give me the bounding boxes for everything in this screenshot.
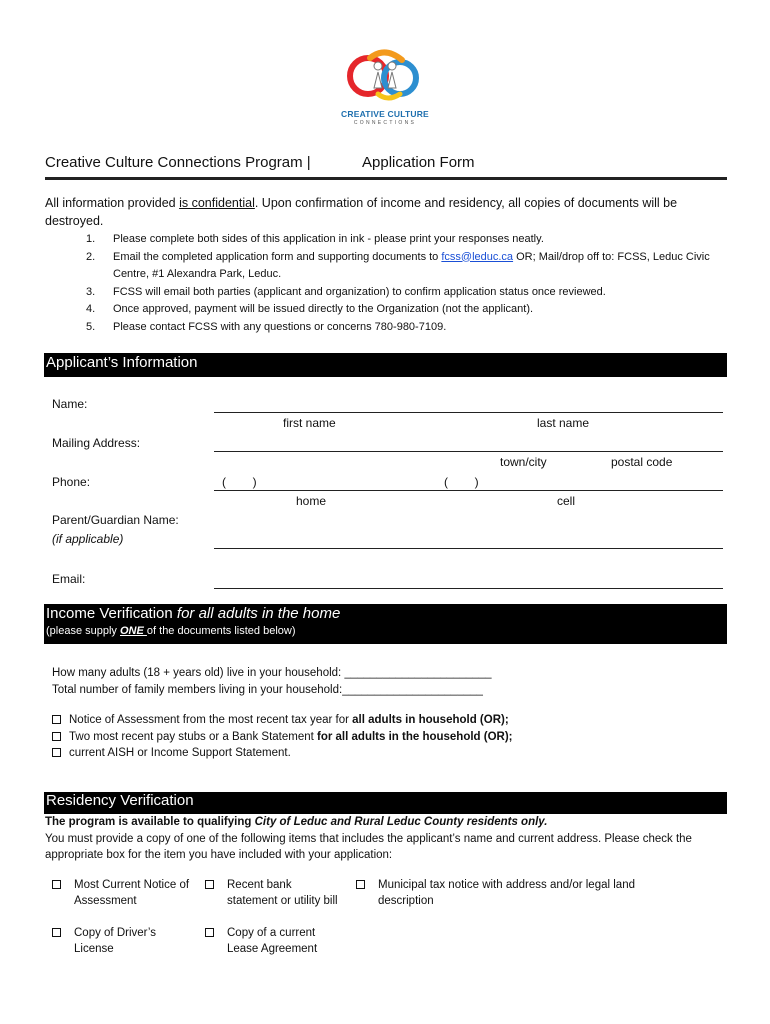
checkbox-icon[interactable] bbox=[52, 880, 61, 889]
postal-code-caption: postal code bbox=[611, 455, 673, 469]
instruction-number: 3. bbox=[86, 285, 96, 298]
instruction-item bbox=[86, 284, 726, 302]
section-title: Applicant’s Information bbox=[46, 354, 198, 371]
option-emphasis: all adults in household (OR); bbox=[352, 714, 509, 726]
instruction-number: 4. bbox=[86, 303, 96, 315]
name-label: Name: bbox=[52, 397, 88, 411]
checkbox-icon[interactable] bbox=[52, 715, 61, 724]
household-questions bbox=[52, 665, 492, 699]
income-section-header bbox=[44, 604, 727, 644]
instruction-text: Email the completed application form and supporting documents to bbox=[113, 250, 442, 263]
income-title: Income Verification bbox=[46, 605, 177, 622]
instruction-text: Please complete both sides of this application in ink - please print your responses neatly. bbox=[113, 233, 544, 245]
option-emphasis: for all adults in the household (OR); bbox=[317, 730, 513, 743]
instruction-number: 2. bbox=[86, 250, 96, 263]
residency-option-assessment[interactable] bbox=[52, 877, 202, 911]
form-title: Application Form bbox=[362, 154, 475, 171]
instruction-number: 5. bbox=[86, 320, 96, 333]
subtitle-text-2: of the documents listed below) bbox=[146, 625, 296, 637]
income-option-aish[interactable] bbox=[52, 745, 513, 762]
family-members-question[interactable]: Total number of family members living in your household:______________________ bbox=[52, 684, 483, 696]
option-text: Copy of Driver’s License bbox=[74, 927, 157, 955]
guardian-name-label: Parent/Guardian Name: bbox=[52, 513, 179, 527]
option-text: Most Current Notice of Assessment bbox=[74, 879, 190, 907]
checkbox-icon[interactable] bbox=[205, 880, 214, 889]
instruction-text-after: OR; Mail/drop off to: FCSS, Leduc Civic Centre, #1 Alexandra Park, Leduc. bbox=[113, 250, 710, 280]
fcss-email-link[interactable]: fcss@leduc.ca bbox=[441, 250, 514, 263]
lead-italic: City of Leduc and Rural Leduc County residents only. bbox=[254, 816, 548, 828]
last-name-caption: last name bbox=[537, 416, 590, 430]
instruction-item bbox=[86, 249, 726, 284]
town-city-caption: town/city bbox=[500, 455, 547, 469]
section-title bbox=[46, 605, 340, 622]
residency-lead bbox=[45, 814, 725, 831]
residency-option-drivers-license[interactable] bbox=[52, 925, 202, 959]
instruction-number: 1. bbox=[86, 233, 96, 245]
organization-logo bbox=[330, 44, 440, 130]
subtitle-text-1: (please supply bbox=[46, 625, 120, 637]
option-text: current AISH or Income Support Statement. bbox=[69, 747, 291, 759]
cell-phone-caption: cell bbox=[557, 494, 576, 508]
instruction-text: Once approved, payment will be issued directly to the Organization (not the applicant). bbox=[113, 303, 534, 315]
adults-count-question[interactable]: How many adults (18 + years old) live in your household: _______________________ bbox=[52, 667, 492, 679]
checkbox-icon[interactable] bbox=[205, 928, 214, 937]
residency-option-bank-statement[interactable] bbox=[205, 877, 350, 927]
confidentiality-notice bbox=[45, 194, 735, 230]
logo-name-line1: CREATIVE CULTURE bbox=[341, 109, 429, 119]
program-title: Creative Culture Connections Program | bbox=[45, 154, 311, 171]
instructions-list bbox=[86, 231, 726, 336]
checkbox-icon[interactable] bbox=[52, 748, 61, 757]
email-input-line[interactable] bbox=[214, 588, 723, 589]
instruction-text: Please contact FCSS with any questions or concerns 780-980-7109. bbox=[113, 320, 447, 333]
intro-text-2: . Upon confirmation of income and residency, all copies of documents will be destroyed. bbox=[45, 196, 678, 228]
section-subtitle bbox=[46, 625, 296, 637]
income-option-paystubs[interactable] bbox=[52, 729, 513, 746]
cell-phone-area-code: ( ) bbox=[444, 475, 479, 489]
first-name-caption: first name bbox=[283, 416, 336, 430]
form-title-row bbox=[45, 153, 727, 180]
residency-option-tax-notice[interactable] bbox=[356, 877, 696, 911]
intro-text-1: All information provided bbox=[45, 196, 180, 210]
logo-subname: CONNECTIONS bbox=[353, 120, 417, 126]
mailing-address-label: Mailing Address: bbox=[52, 436, 141, 450]
phone-label: Phone: bbox=[52, 475, 91, 489]
mailing-address-input-line[interactable] bbox=[214, 451, 723, 452]
guardian-name-input-line[interactable] bbox=[214, 548, 723, 549]
applicant-section-header bbox=[44, 353, 727, 377]
section-title: Residency Verification bbox=[46, 792, 194, 809]
income-options bbox=[52, 712, 513, 762]
income-title-italic: for all adults in the home bbox=[176, 605, 341, 622]
residency-instructions bbox=[45, 814, 725, 864]
option-text: Two most recent pay stubs or a Bank Statement bbox=[69, 730, 318, 743]
residency-section-header bbox=[44, 792, 727, 814]
home-phone-area-code: ( ) bbox=[222, 475, 257, 489]
residency-body: You must provide a copy of one of the following items that includes the applicant’s name and current address. Please check the appropriate box for the item you have included with your application: bbox=[45, 832, 692, 861]
instruction-item bbox=[86, 231, 726, 249]
checkbox-icon[interactable] bbox=[356, 880, 365, 889]
option-text: Notice of Assessment from the most recent tax year for bbox=[69, 714, 353, 726]
email-label: Email: bbox=[52, 572, 86, 586]
checkbox-icon[interactable] bbox=[52, 928, 61, 937]
instruction-text: FCSS will email both parties (applicant and organization) to confirm application status once reviewed. bbox=[113, 285, 606, 298]
lead-bold: The program is available to qualifying bbox=[45, 816, 255, 828]
subtitle-emphasis: ONE bbox=[120, 625, 147, 637]
option-text: Copy of a current Lease Agreement bbox=[227, 927, 318, 955]
option-text: Municipal tax notice with address and/or legal land description bbox=[378, 879, 635, 907]
name-input-line[interactable] bbox=[214, 412, 723, 413]
instruction-item bbox=[86, 319, 726, 337]
instruction-item bbox=[86, 301, 726, 319]
income-option-noa[interactable] bbox=[52, 712, 513, 729]
logo-graphic bbox=[330, 44, 440, 108]
guardian-note: (if applicable) bbox=[52, 532, 124, 546]
logo-name bbox=[330, 109, 440, 119]
intro-underlined: is confidential bbox=[179, 196, 255, 210]
home-phone-caption: home bbox=[296, 494, 327, 508]
checkbox-icon[interactable] bbox=[52, 732, 61, 741]
residency-option-lease[interactable] bbox=[205, 925, 350, 959]
option-text: Recent bank statement or utility bill bbox=[227, 879, 338, 907]
phone-input-line[interactable] bbox=[214, 490, 723, 491]
